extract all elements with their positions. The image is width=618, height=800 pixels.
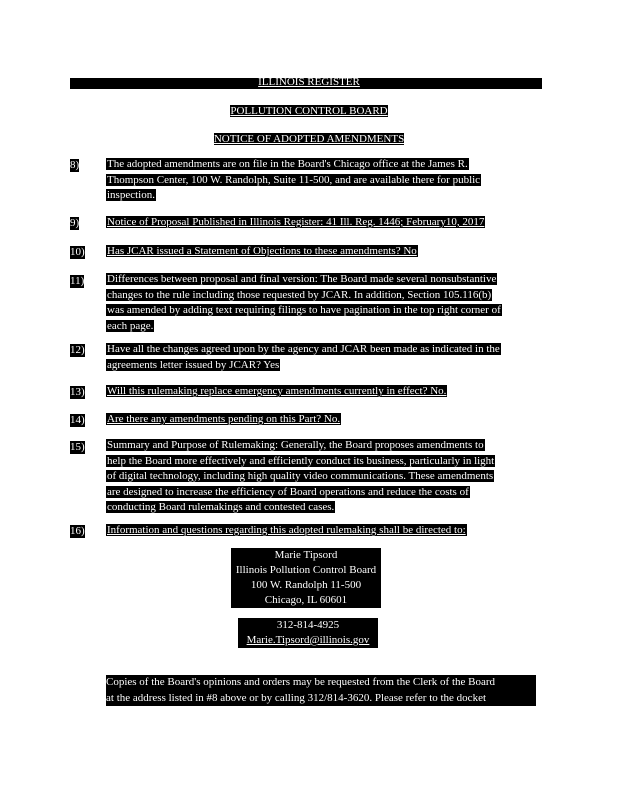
item-13-line-1: Will this rulemaking replace emergency amendments currently in effect? No. <box>107 385 447 397</box>
item-15-line-4: are designed to increase the efficiency of Board operations and reduce the costs of <box>107 485 469 498</box>
item-15-line-2: help the Board more effectively and efficiently conduct its business, particularly in light <box>107 454 495 467</box>
item-15-line-3: of digital technology, including high quality video communications. These amendments <box>107 470 494 482</box>
item-11-line-4: each page. <box>107 319 154 332</box>
item-8-text <box>106 157 540 204</box>
item-12-line-2: agreements letter issued by JCAR? Yes <box>107 358 280 371</box>
item-8-line-3: inspection. <box>107 189 155 201</box>
contact-phone: 312-814-4925 <box>276 619 340 631</box>
item-14-number: 14) <box>70 414 85 426</box>
contact-name: Marie Tipsord <box>274 549 338 561</box>
item-15-text <box>106 438 540 516</box>
item-16-line-1: Information and questions regarding this adopted rulemaking shall be directed to: <box>107 524 466 536</box>
contact-email[interactable]: Marie.Tipsord@illinois.gov <box>246 634 370 646</box>
notice-title <box>0 133 618 146</box>
item-9-number: 9) <box>70 217 80 229</box>
item-16-text <box>106 523 540 539</box>
item-14-text <box>106 412 540 428</box>
item-10-number: 10) <box>70 246 85 258</box>
item-13-text <box>106 384 540 400</box>
item-16-number: 16) <box>70 525 85 537</box>
item-11-line-1: Differences between proposal and final version: The Board made several nonsubstantive <box>107 273 497 285</box>
item-11-text <box>106 272 540 334</box>
contact-org: Illinois Pollution Control Board <box>235 564 377 576</box>
item-15-line-1: Summary and Purpose of Rulemaking: Generally, the Board proposes amendments to <box>107 439 484 451</box>
item-10-text <box>106 244 540 260</box>
notice-title-text: NOTICE OF ADOPTED AMENDMENTS <box>213 133 405 145</box>
item-12-text <box>106 342 540 373</box>
agency-title-text: POLLUTION CONTROL BOARD <box>230 105 388 117</box>
item-9-line-1: Notice of Proposal Published in Illinois Register: 41 Ill. Reg. 1446; February10, 2017 <box>107 216 485 228</box>
item-12-number: 12) <box>70 344 85 356</box>
item-14-line-1: Are there any amendments pending on this Part? No. <box>107 413 341 425</box>
item-8-number: 8) <box>70 159 80 171</box>
agency-title <box>0 105 618 118</box>
register-title <box>0 76 618 89</box>
item-11-line-2: changes to the rule including those requested by JCAR. In addition, Section 105.116(b) <box>107 288 492 301</box>
item-12-line-1: Have all the changes agreed upon by the agency and JCAR been made as indicated in the <box>107 343 500 355</box>
contact-address: 100 W. Randolph 11-500 <box>250 579 362 591</box>
item-8-line-1: The adopted amendments are on file in the Board's Chicago office at the James R. <box>107 158 468 170</box>
item-11-number: 11) <box>70 275 85 287</box>
contact-city: Chicago, IL 60601 <box>264 594 348 606</box>
footer-paragraph <box>106 675 536 706</box>
register-title-text: ILLINOIS REGISTER <box>258 76 360 88</box>
item-9-text <box>106 215 540 231</box>
footer-line-2: at the address listed in #8 above or by calling 312/814-3620. Please refer to the docket <box>106 691 487 704</box>
contact-address-block <box>231 548 381 608</box>
footer-line-1: Copies of the Board's opinions and orders may be requested from the Clerk of the Board <box>106 676 496 688</box>
contact-phone-email-block <box>238 618 378 648</box>
item-13-number: 13) <box>70 386 85 398</box>
item-11-line-3: was amended by adding text requiring filings to have pagination in the top right corner of <box>107 304 501 316</box>
item-8-line-2: Thompson Center, 100 W. Randolph, Suite 11-500, and are available there for public <box>107 173 481 186</box>
item-15-line-5: conducting Board rulemakings and contested cases. <box>107 501 335 513</box>
item-15-number: 15) <box>70 441 85 453</box>
item-10-line-1: Has JCAR issued a Statement of Objections to these amendments? No <box>107 245 417 257</box>
